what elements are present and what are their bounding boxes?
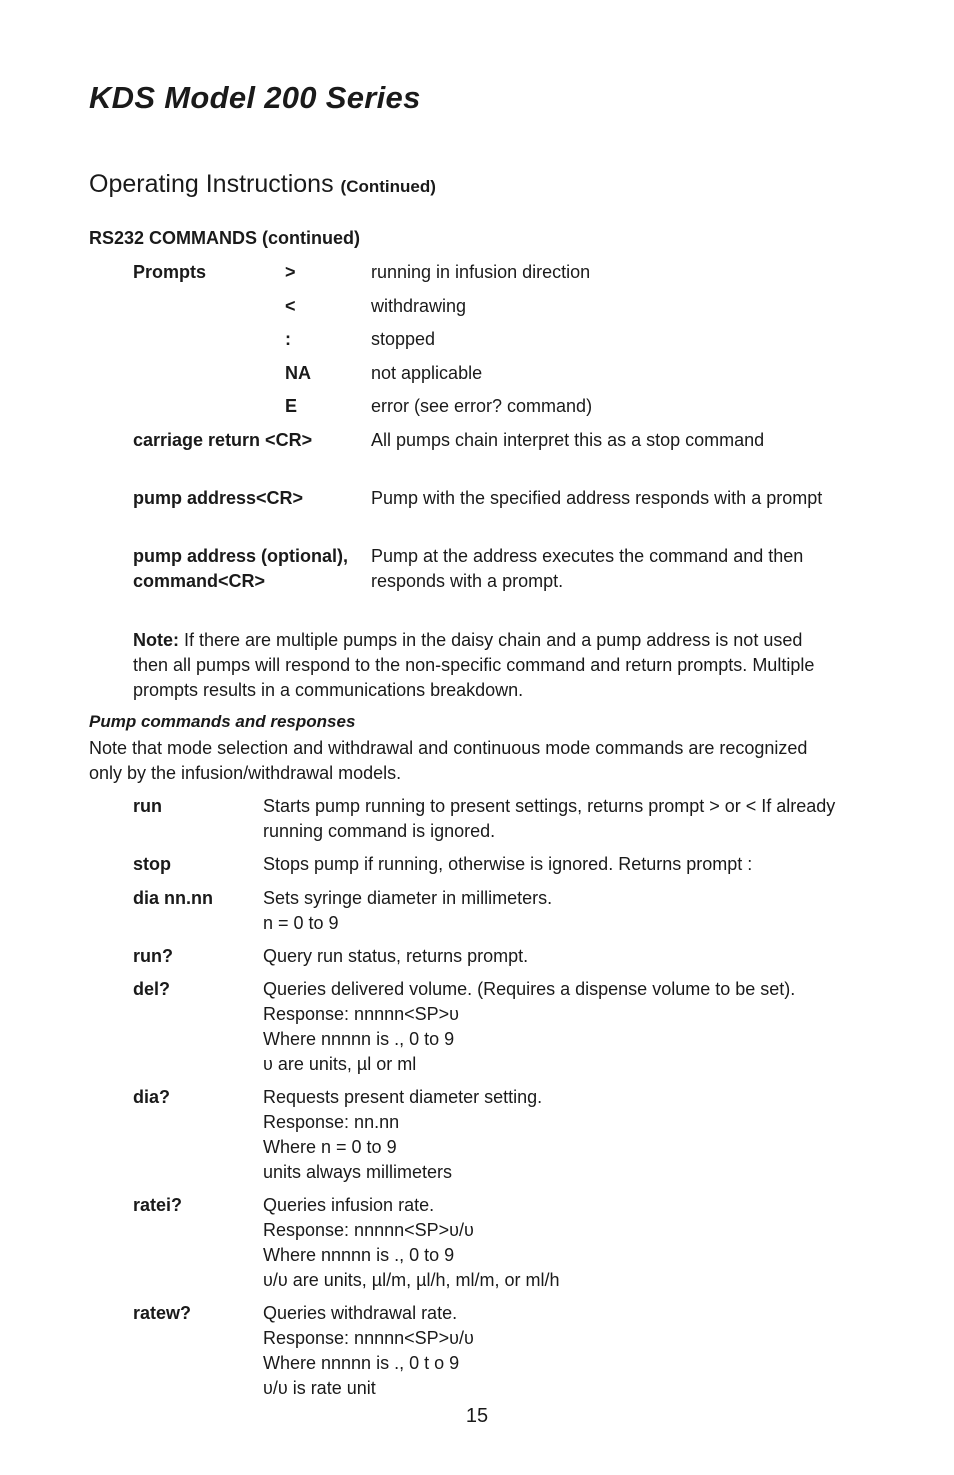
command-name: ratei? (133, 1195, 183, 1215)
command-desc-line: Where nnnnn is ., 0 to 9 (263, 1029, 455, 1049)
prompt-desc: stopped (371, 329, 436, 349)
command-desc-line: υ are units, µl or ml (263, 1054, 417, 1074)
command-desc-line: units always millimeters (263, 1162, 453, 1182)
command-desc-line: Query run status, returns prompt. (263, 946, 529, 966)
prompt-desc: error (see error? command) (371, 396, 593, 416)
command-name: ratew? (133, 1303, 192, 1323)
address-desc: All pumps chain interpret this as a stop command (371, 430, 765, 450)
command-desc-line: Requests present diameter setting. (263, 1087, 543, 1107)
note-line (133, 628, 802, 653)
section-heading (89, 170, 436, 199)
intro-line: Note that mode selection and withdrawal and continuous mode commands are recognized (89, 738, 808, 758)
prompt-desc: withdrawing (371, 296, 467, 316)
command-desc-line: Where nnnnn is ., 0 to 9 (263, 1245, 455, 1265)
pump-commands-heading: Pump commands and responses (89, 712, 356, 731)
document-title: KDS Model 200 Series (89, 80, 421, 115)
prompt-symbol: > (285, 262, 296, 282)
address-desc: responds with a prompt. (371, 571, 564, 591)
command-desc-line: Sets syringe diameter in millimeters. (263, 888, 553, 908)
command-desc-line: Where nnnnn is ., 0 t o 9 (263, 1353, 460, 1373)
command-desc-line: Response: nnnnn<SP>υ (263, 1004, 459, 1024)
address-term: pump address<CR> (133, 488, 304, 508)
command-desc-line: Response: nnnnn<SP>υ/υ (263, 1328, 474, 1348)
section-suffix: (Continued) (340, 177, 436, 196)
command-desc-line: Queries infusion rate. (263, 1195, 435, 1215)
prompt-desc: running in infusion direction (371, 262, 591, 282)
address-desc: Pump with the specified address responds with a prompt (371, 488, 823, 508)
address-term: command<CR> (133, 571, 266, 591)
section-title: Operating Instructions (89, 170, 334, 198)
command-name: dia? (133, 1087, 171, 1107)
note-line: prompts results in a communications breakdown. (133, 680, 524, 700)
command-desc-line: Queries delivered volume. (Requires a dispense volume to be set). (263, 979, 796, 999)
note-text: If there are multiple pumps in the daisy chain and a pump address is not used (179, 630, 803, 650)
prompts-label: Prompts (133, 262, 207, 282)
command-desc-line: Stops pump if running, otherwise is ignored. Returns prompt : (263, 854, 753, 874)
address-term: carriage return <CR> (133, 430, 313, 450)
prompt-desc: not applicable (371, 363, 483, 383)
command-desc-line: running command is ignored. (263, 821, 496, 841)
prompt-symbol: : (285, 329, 291, 349)
command-desc-line: υ/υ are units, µl/m, µl/h, ml/m, or ml/h (263, 1270, 560, 1290)
intro-line: only by the infusion/withdrawal models. (89, 763, 402, 783)
prompt-symbol: < (285, 296, 296, 316)
command-name: stop (133, 854, 171, 874)
command-name: del? (133, 979, 171, 999)
command-desc-line: Queries withdrawal rate. (263, 1303, 458, 1323)
command-desc-line: Starts pump running to present settings, returns prompt > or < If already (263, 796, 836, 816)
prompt-symbol: E (285, 396, 298, 416)
command-desc-line: Where n = 0 to 9 (263, 1137, 397, 1157)
note-label: Note: (133, 630, 179, 650)
note-line: then all pumps will respond to the non-specific command and return prompts. Multiple (133, 655, 815, 675)
command-desc-line: Response: nnnnn<SP>υ/υ (263, 1220, 474, 1240)
command-name: run? (133, 946, 173, 966)
address-desc: Pump at the address executes the command and then (371, 546, 804, 566)
command-desc-line: n = 0 to 9 (263, 913, 339, 933)
command-desc-line: Response: nn.nn (263, 1112, 400, 1132)
subsection-heading: RS232 COMMANDS (continued) (89, 228, 361, 248)
command-desc-line: υ/υ is rate unit (263, 1378, 376, 1398)
command-name: run (133, 796, 162, 816)
prompt-symbol: NA (285, 363, 311, 383)
address-term: pump address (optional), (133, 546, 349, 566)
page-number: 15 (465, 1405, 489, 1427)
command-name: dia nn.nn (133, 888, 213, 908)
